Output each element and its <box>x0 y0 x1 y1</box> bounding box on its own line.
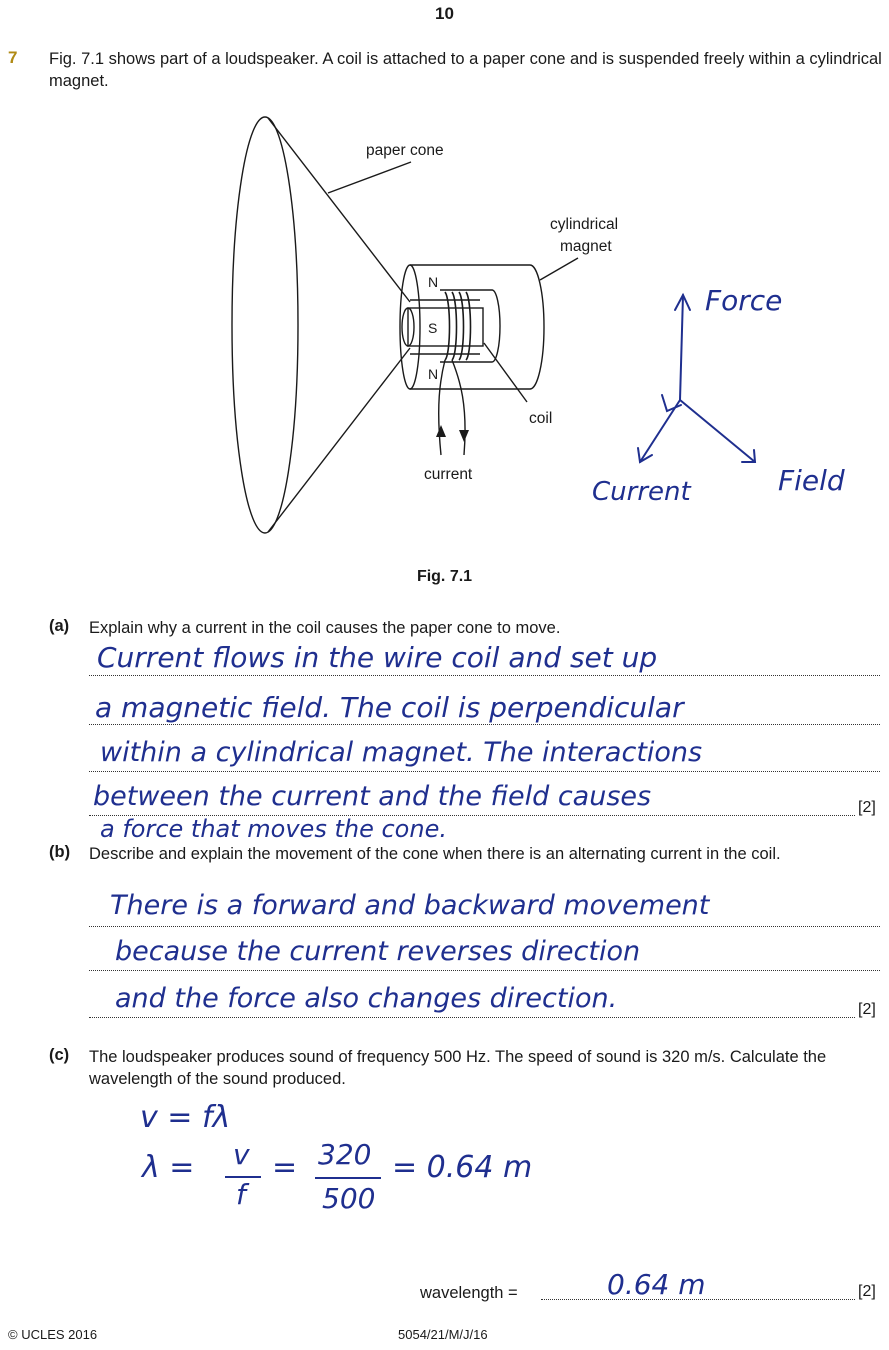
working-v: v <box>233 1138 250 1171</box>
answer-b-line1: There is a forward and backward movement <box>110 890 710 921</box>
working-line1: v = fλ <box>140 1100 231 1135</box>
working-den: 500 <box>322 1182 376 1215</box>
answer-line-a1 <box>89 675 880 676</box>
sketch-force: Force <box>705 284 783 317</box>
label-paper-cone: paper cone <box>366 142 444 159</box>
part-a-question: Explain why a current in the coil causes the paper cone to move. <box>89 619 561 637</box>
answer-line-b1 <box>89 926 880 927</box>
question-number: 7 <box>8 48 18 67</box>
working-result: = 0.64 m <box>392 1150 533 1185</box>
wire-in <box>439 360 445 455</box>
label-pole-n-bottom: N <box>428 366 439 382</box>
wavelength-label: wavelength = <box>420 1284 518 1302</box>
label-magnet-line2: magnet <box>560 238 612 255</box>
fraction-bar-320-500 <box>315 1177 381 1179</box>
part-b-label: (b) <box>49 843 71 861</box>
answer-b-line3: and the force also changes direction. <box>115 983 618 1014</box>
label-pole-s: S <box>428 320 438 336</box>
label-magnet-line1: cylindrical <box>550 216 619 233</box>
answer-line-a3 <box>89 771 880 772</box>
answer-line-a2 <box>89 724 880 725</box>
answer-a-line1: Current flows in the wire coil and set up <box>97 641 658 674</box>
coil-turns <box>445 292 471 360</box>
part-b-marks: [2] <box>858 1001 876 1018</box>
part-c-question: The loudspeaker produces sound of frequency 500 Hz. The speed of sound is 320 m/s. Calculate the wavelength of the sound produced. <box>89 1048 827 1088</box>
part-b-question: Describe and explain the movement of the cone when there is an alternating current in the coil. <box>89 845 781 863</box>
part-c-marks: [2] <box>858 1283 876 1300</box>
footer-code: 5054/21/M/J/16 <box>398 1327 488 1342</box>
sketch-current: Current <box>592 477 691 507</box>
working-num: 320 <box>318 1138 372 1171</box>
page-number: 10 <box>435 4 454 23</box>
wire-out <box>452 360 465 455</box>
cone-side-bottom <box>268 348 410 532</box>
label-coil: coil <box>529 410 553 427</box>
force-sketch <box>580 250 870 520</box>
answer-a-line2: a magnetic field. The coil is perpendicular <box>95 691 684 724</box>
answer-line-b2 <box>89 970 880 971</box>
part-a-marks: [2] <box>858 799 876 816</box>
answer-a-line4: between the current and the field causes <box>93 781 652 812</box>
part-a-label: (a) <box>49 617 70 635</box>
label-current: current <box>424 466 473 483</box>
part-c-label: (c) <box>49 1046 70 1064</box>
answer-b-line2: because the current reverses direction <box>115 936 641 967</box>
footer-copyright: © UCLES 2016 <box>8 1327 98 1342</box>
question-intro: Fig. 7.1 shows part of a loudspeaker. A coil is attached to a paper cone and is suspended freely within a cylindrical magnet. <box>49 50 882 90</box>
wavelength-answer: 0.64 m <box>607 1268 706 1301</box>
answer-line-b3 <box>89 1017 855 1018</box>
figure-caption: Fig. 7.1 <box>416 568 473 585</box>
working-equals: = <box>272 1150 298 1185</box>
answer-a-line3: within a cylindrical magnet. The interactions <box>100 737 703 768</box>
sketch-field: Field <box>778 464 845 497</box>
working-f: f <box>236 1178 246 1211</box>
working-lambda: λ = <box>142 1150 195 1185</box>
answer-a-line5: a force that moves the cone. <box>100 815 447 843</box>
label-pole-n-top: N <box>428 274 439 290</box>
cone-rim <box>232 117 298 533</box>
